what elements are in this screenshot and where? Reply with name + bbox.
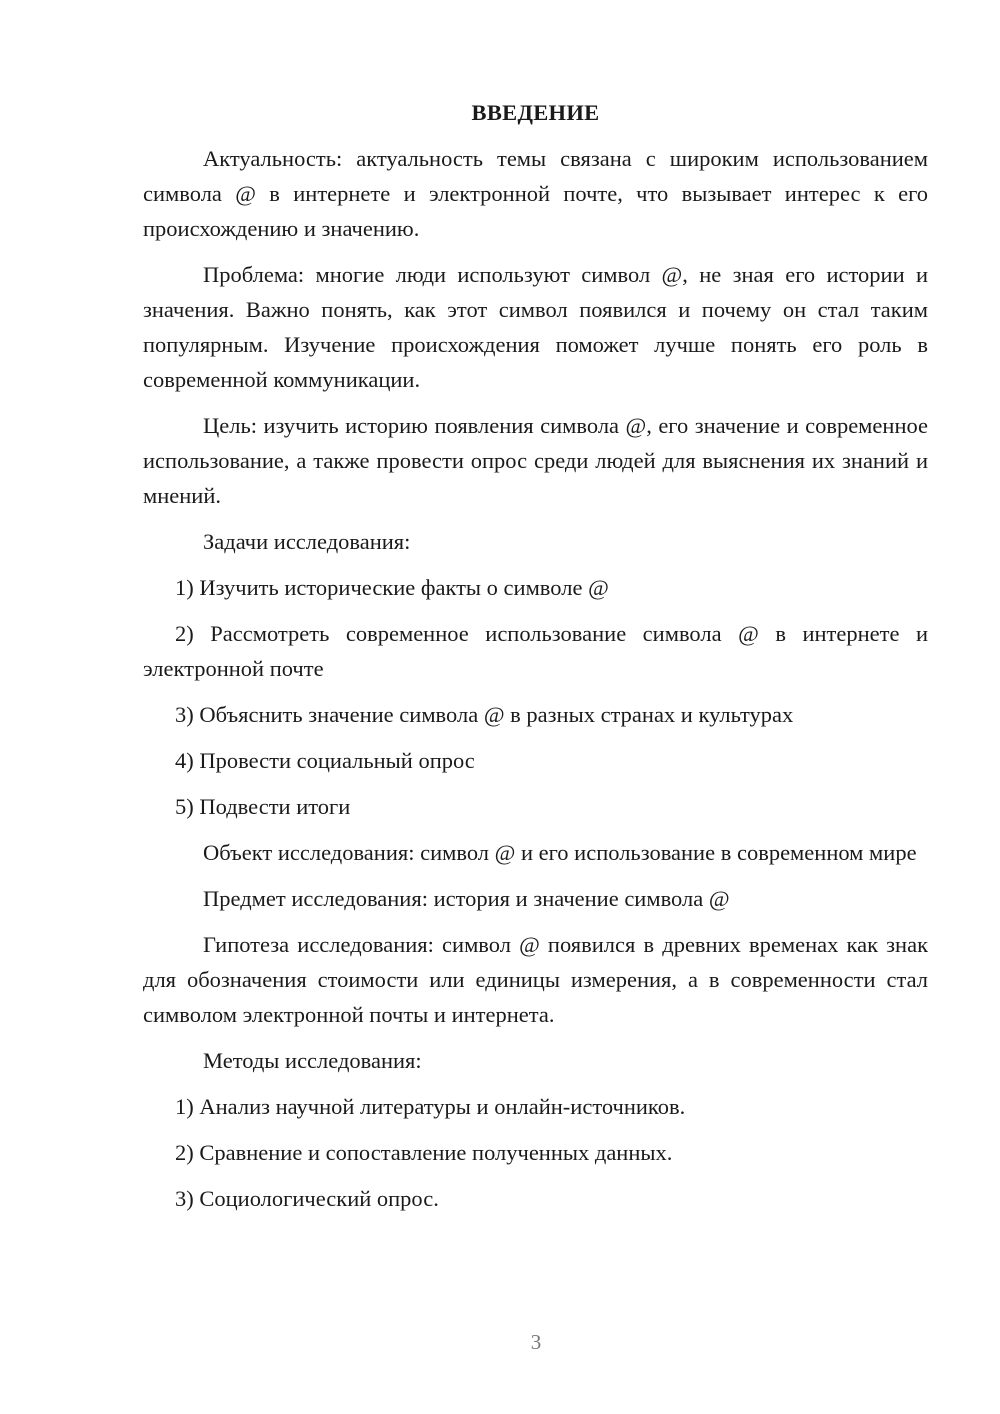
- paragraph-hypothesis: Гипотеза исследования: символ @ появился в древних временах как знак для обозначения стоимости или единицы измерения, а в современности стал символом электронной почты и интернета.: [143, 932, 928, 1027]
- task-item-3: 3) Объяснить значение символа @ в разных странах и культурах: [175, 702, 794, 727]
- paragraph-tasks-heading: Задачи исследования:: [203, 529, 411, 554]
- paragraph-relevance: Актуальность: актуальность темы связана с широким использованием символа @ в интернете и электронной почте, что вызывает интерес к его происхождению и значению.: [143, 146, 928, 241]
- paragraph-object: Объект исследования: символ @ и его использование в современном мире: [203, 840, 917, 865]
- document-body: [143, 95, 928, 1227]
- task-item-4: 4) Провести социальный опрос: [175, 748, 475, 773]
- page-number: 3: [530, 1330, 542, 1354]
- section-title: ВВЕДЕНИЕ: [471, 100, 600, 125]
- method-item-3: 3) Социологический опрос.: [175, 1186, 439, 1211]
- paragraph-problem: Проблема: многие люди используют символ @, не зная его истории и значения. Важно понять, как этот символ появился и почему он стал таким популярным. Изучение происхождения поможет лучше понять его роль в современной коммуникации.: [143, 262, 928, 392]
- task-item-5: 5) Подвести итоги: [175, 794, 351, 819]
- task-item-2: 2) Рассмотреть современное использование символа @ в интернете и электронной почте: [143, 621, 928, 681]
- paragraph-goal: Цель: изучить историю появления символа @, его значение и современное использование, а также провести опрос среди людей для выяснения их знаний и мнений.: [143, 413, 928, 508]
- paragraph-methods-heading: Методы исследования:: [203, 1048, 422, 1073]
- task-item-1: 1) Изучить исторические факты о символе @: [175, 575, 609, 600]
- paragraph-subject: Предмет исследования: история и значение символа @: [203, 886, 730, 911]
- method-item-1: 1) Анализ научной литературы и онлайн-источников.: [175, 1094, 686, 1119]
- method-item-2: 2) Сравнение и сопоставление полученных данных.: [175, 1140, 673, 1165]
